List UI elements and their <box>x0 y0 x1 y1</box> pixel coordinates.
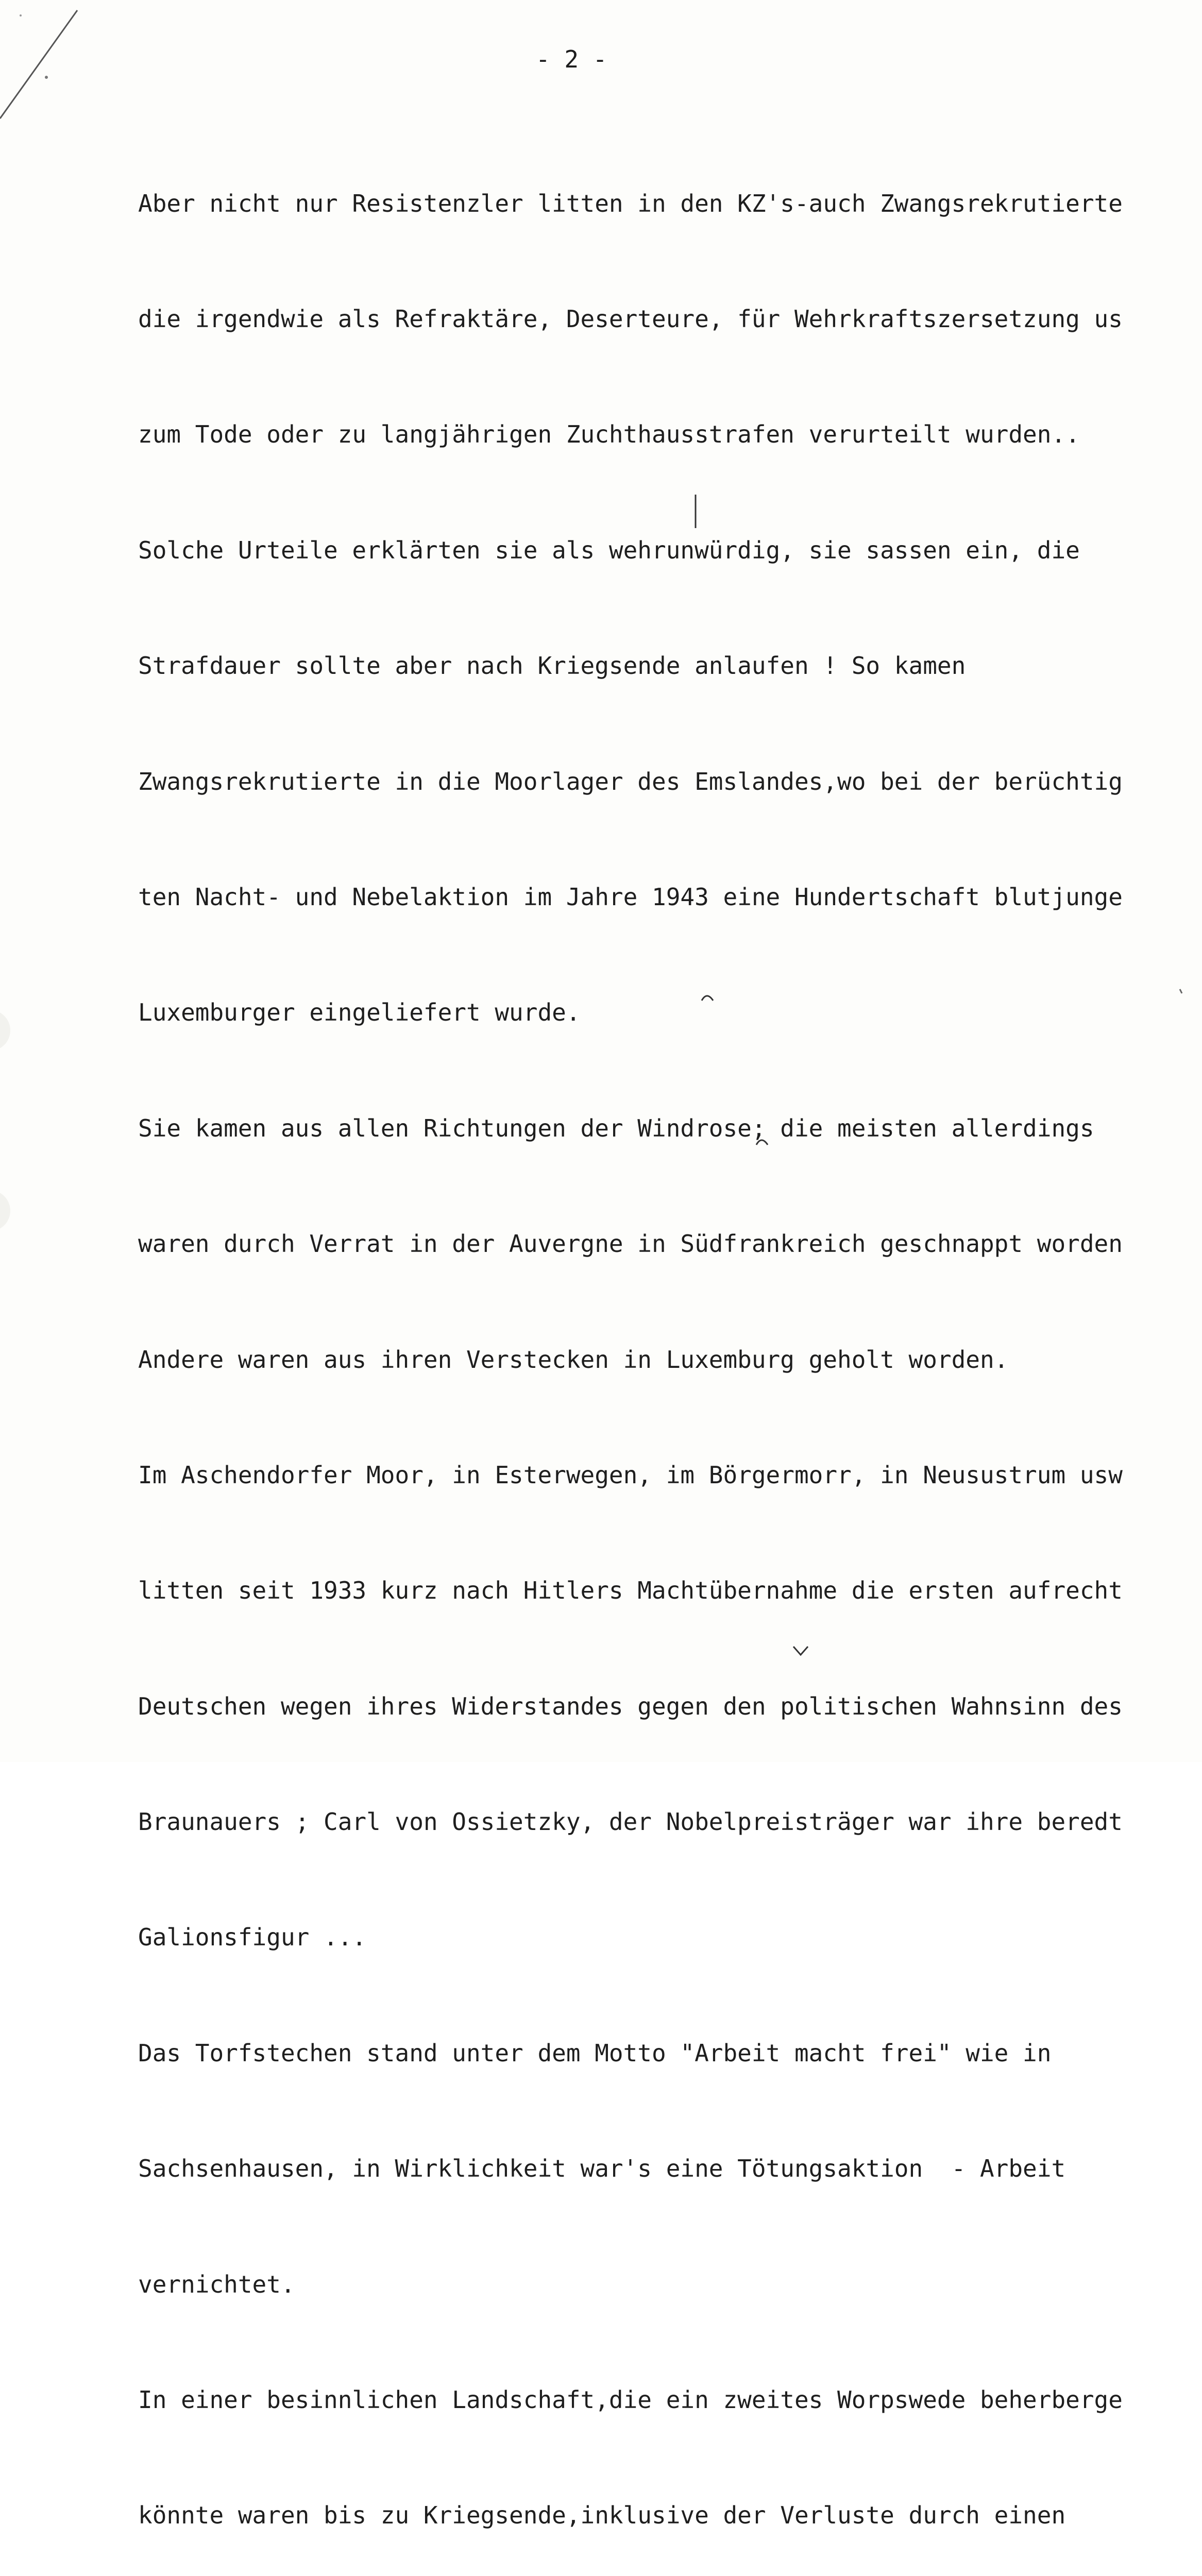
text-line: Das Torfstechen stand unter dem Motto "Arbeit macht frei" wie in <box>138 2039 1052 2067</box>
text-line: Braunauers ; Carl von Ossietzky, der Nobelpreisträger war ihre beredt <box>138 1808 1123 1836</box>
text-line: In einer besinnlichen Landschaft,die ein zweites Worpswede beherberge <box>138 2386 1123 2414</box>
punch-hole <box>0 1010 10 1051</box>
text-line: Im Aschendorfer Moor, in Esterwegen, im Börgermorr, in Neusustrum usw <box>138 1461 1123 1489</box>
text-line: Strafdauer sollte aber nach Kriegsende anlaufen ! So kamen <box>138 652 966 680</box>
text-line: Solche Urteile erklärten sie als wehrunwürdig, sie sassen ein, die <box>138 536 1080 564</box>
text-line: könnte waren bis zu Kriegsende,inklusive der Verluste durch einen <box>138 2501 1066 2530</box>
page-corner-mark <box>0 0 88 124</box>
text-line: die irgendwie als Refraktäre, Deserteure, für Wehrkraftszersetzung us <box>138 304 1123 333</box>
text-line: vernichtet. <box>138 2270 295 2298</box>
text-line: Zwangsrekrutierte in die Moorlager des Emslandes,wo bei der berüchtig <box>138 767 1123 795</box>
text-line: Aber nicht nur Resistenzler litten in den KZ's-auch Zwangsrekrutierte <box>138 189 1123 217</box>
text-line: waren durch Verrat in der Auvergne in Südfrankreich geschnappt worden <box>138 1230 1123 1258</box>
text-line: Sie kamen aus allen Richtungen der Windrose; die meisten allerdings <box>138 1114 1094 1142</box>
text-line: ten Nacht- und Nebelaktion im Jahre 1943 eine Hundertschaft blutjunge <box>138 883 1123 911</box>
text-line: Andere waren aus ihren Verstecken in Luxemburg geholt worden. <box>138 1345 1009 1374</box>
text-line: litten seit 1933 kurz nach Hitlers Machtübernahme die ersten aufrecht <box>138 1577 1123 1605</box>
typewritten-body <box>138 107 1202 2576</box>
text-line: zum Tode oder zu langjährigen Zuchthausstrafen verurteilt wurden.. <box>138 420 1080 449</box>
text-line: Luxemburger eingeliefert wurde. <box>138 998 581 1027</box>
text-line: Galionsfigur ... <box>138 1923 367 1952</box>
page-number: - 2 - <box>536 45 607 73</box>
text-line: Deutschen wegen ihres Widerstandes gegen den politischen Wahnsinn des <box>138 1692 1123 1720</box>
punch-hole <box>0 1190 10 1231</box>
text-line: Sachsenhausen, in Wirklichkeit war's eine Tötungsaktion - Arbeit <box>138 2155 1066 2183</box>
